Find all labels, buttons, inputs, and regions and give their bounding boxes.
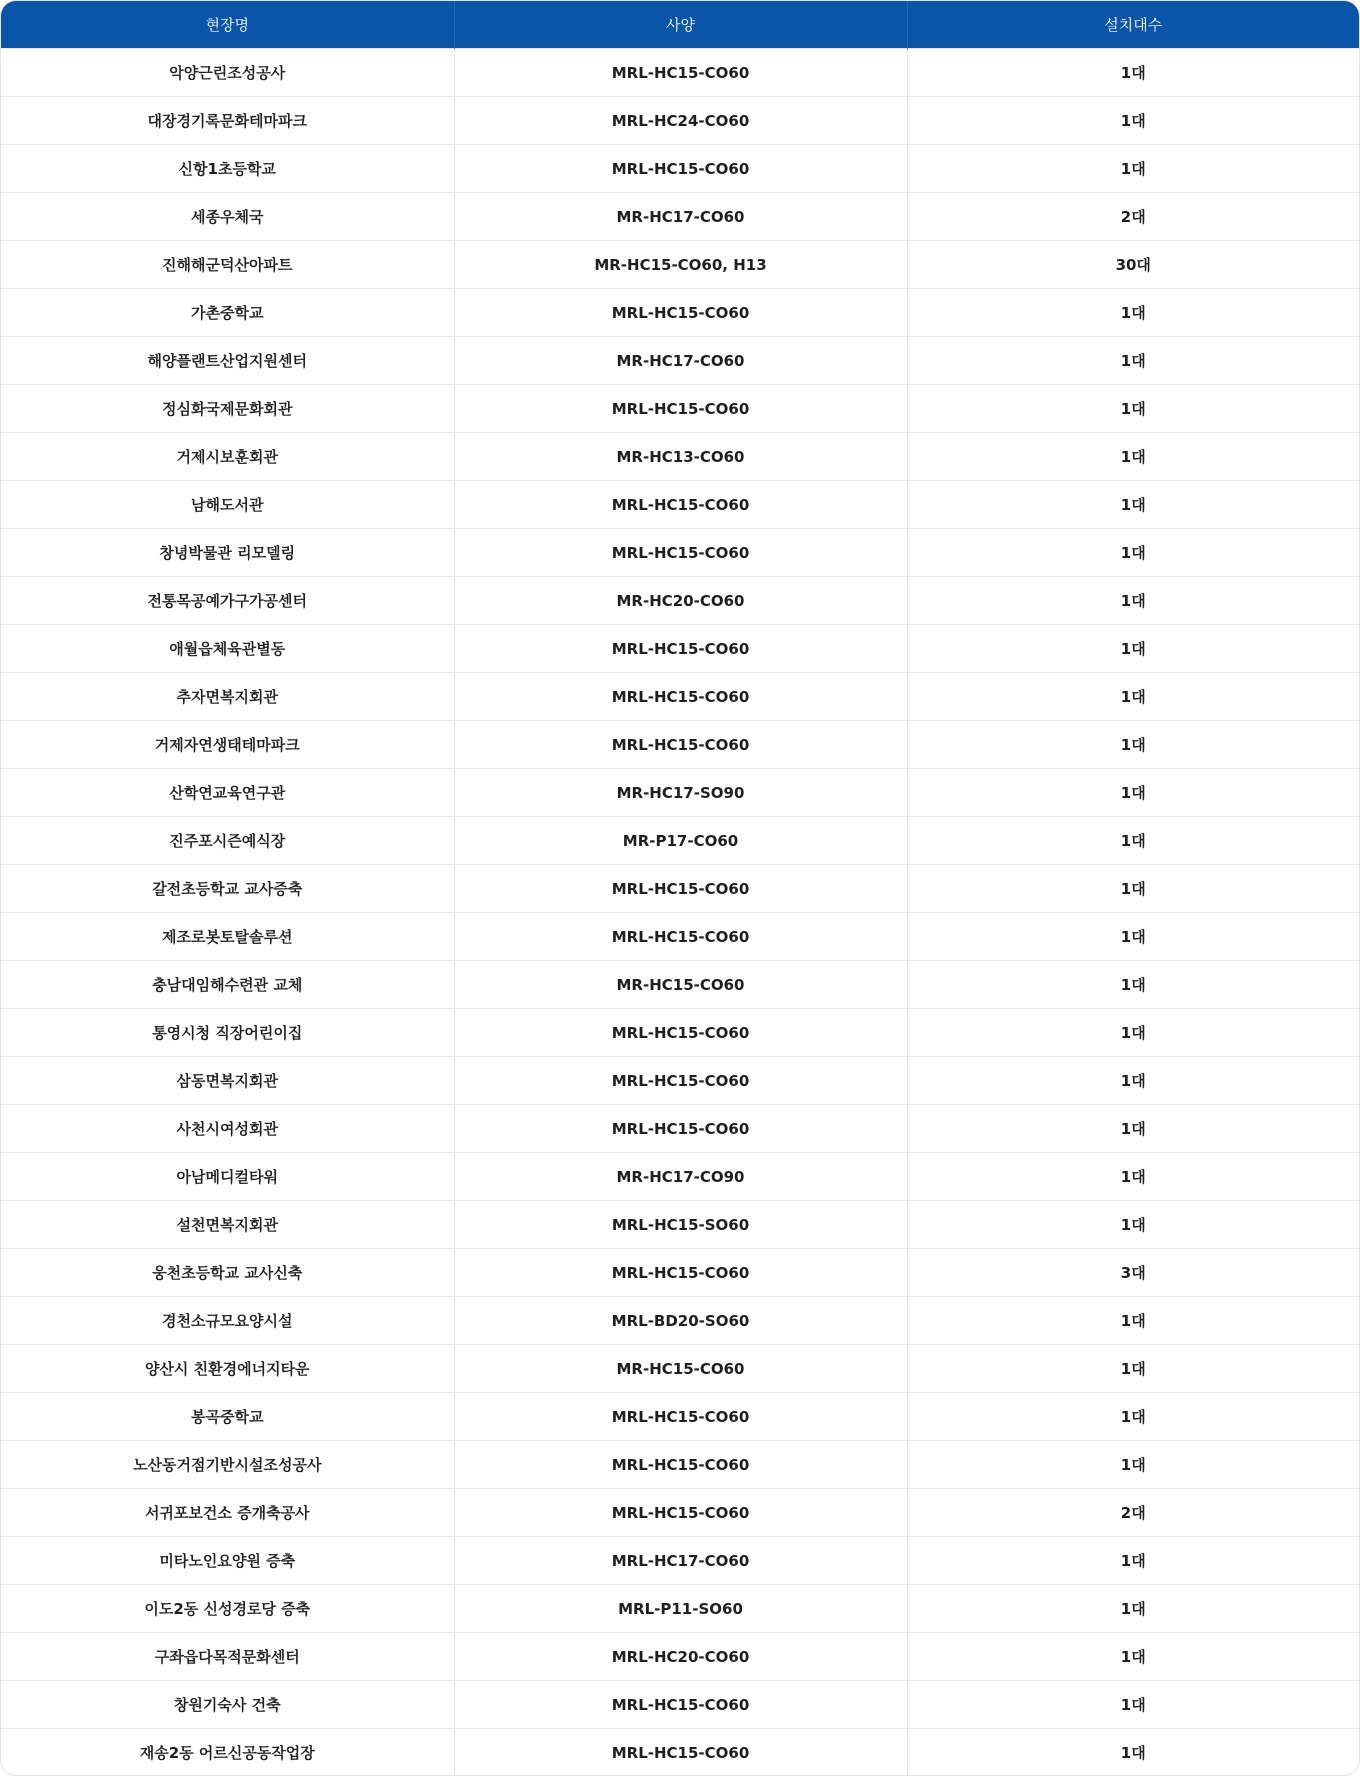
site-name-cell: 미타노인요양원 증축 — [1, 1537, 454, 1585]
site-name-cell: 갈전초등학교 교사증축 — [1, 865, 454, 913]
table-row — [1, 1681, 1359, 1729]
site-name-cell: 봉곡중학교 — [1, 1393, 454, 1441]
install-count-cell: 1대 — [907, 1441, 1359, 1489]
table-row — [1, 49, 1359, 97]
install-count-cell: 1대 — [907, 385, 1359, 433]
table-row — [1, 673, 1359, 721]
table-row — [1, 913, 1359, 961]
install-count-cell: 1대 — [907, 1537, 1359, 1585]
site-name-cell: 대장경기록문화테마파크 — [1, 97, 454, 145]
specification-cell: MRL-HC20-CO60 — [454, 1633, 907, 1681]
specification-cell: MRL-P11-SO60 — [454, 1585, 907, 1633]
install-count-cell: 1대 — [907, 433, 1359, 481]
table-row — [1, 817, 1359, 865]
table-row — [1, 1633, 1359, 1681]
install-count-cell: 1대 — [907, 1729, 1359, 1776]
header-row — [1, 1, 1359, 49]
table-row — [1, 1249, 1359, 1297]
site-name-cell: 설천면복지회관 — [1, 1201, 454, 1249]
site-name-cell: 신항1초등학교 — [1, 145, 454, 193]
table-row — [1, 1297, 1359, 1345]
specification-cell: MRL-HC15-CO60 — [454, 1729, 907, 1776]
specification-cell: MR-HC13-CO60 — [454, 433, 907, 481]
specification-cell: MRL-BD20-SO60 — [454, 1297, 907, 1345]
site-name-cell: 이도2동 신성경로당 증축 — [1, 1585, 454, 1633]
install-count-cell: 1대 — [907, 1057, 1359, 1105]
site-name-cell: 산학연교육연구관 — [1, 769, 454, 817]
site-name-cell: 진해해군덕산아파트 — [1, 241, 454, 289]
table-row — [1, 1537, 1359, 1585]
specification-cell: MR-HC17-CO60 — [454, 193, 907, 241]
table-header — [1, 1, 1359, 49]
specification-cell: MR-HC17-CO90 — [454, 1153, 907, 1201]
specification-cell: MRL-HC15-CO60 — [454, 673, 907, 721]
specification-cell: MR-P17-CO60 — [454, 817, 907, 865]
site-name-cell: 웅천초등학교 교사신축 — [1, 1249, 454, 1297]
table-row — [1, 1201, 1359, 1249]
install-count-cell: 1대 — [907, 1345, 1359, 1393]
install-count-cell: 1대 — [907, 529, 1359, 577]
header-install-count: 설치대수 — [1104, 16, 1163, 34]
install-count-cell: 1대 — [907, 673, 1359, 721]
specification-cell: MRL-HC15-SO60 — [454, 1201, 907, 1249]
install-count-cell: 30대 — [907, 241, 1359, 289]
specification-cell: MRL-HC15-CO60 — [454, 385, 907, 433]
install-count-cell: 1대 — [907, 913, 1359, 961]
specification-cell: MRL-HC15-CO60 — [454, 1249, 907, 1297]
site-name-cell: 가촌중학교 — [1, 289, 454, 337]
install-count-cell: 1대 — [907, 1393, 1359, 1441]
table-row — [1, 145, 1359, 193]
install-count-cell: 1대 — [907, 1105, 1359, 1153]
specification-cell: MR-HC15-CO60 — [454, 961, 907, 1009]
table-row — [1, 1009, 1359, 1057]
specification-cell: MRL-HC15-CO60 — [454, 1681, 907, 1729]
site-name-cell: 남해도서관 — [1, 481, 454, 529]
table-row — [1, 481, 1359, 529]
table-body — [1, 49, 1359, 1776]
site-name-cell: 서귀포보건소 증개축공사 — [1, 1489, 454, 1537]
install-count-cell: 1대 — [907, 481, 1359, 529]
specification-cell: MRL-HC15-CO60 — [454, 625, 907, 673]
site-name-cell: 사천시여성회관 — [1, 1105, 454, 1153]
specification-cell: MRL-HC15-CO60 — [454, 289, 907, 337]
table-row — [1, 1585, 1359, 1633]
install-count-cell: 1대 — [907, 625, 1359, 673]
specification-cell: MR-HC20-CO60 — [454, 577, 907, 625]
table-row — [1, 721, 1359, 769]
site-name-cell: 거제시보훈회관 — [1, 433, 454, 481]
specification-cell: MRL-HC15-CO60 — [454, 1105, 907, 1153]
site-name-cell: 창녕박물관 리모델링 — [1, 529, 454, 577]
table-row — [1, 577, 1359, 625]
header-specification: 사양 — [454, 1, 907, 49]
install-count-cell: 1대 — [907, 1681, 1359, 1729]
install-count-cell: 1대 — [907, 1297, 1359, 1345]
table-row — [1, 97, 1359, 145]
table-row — [1, 337, 1359, 385]
site-name-cell: 재송2동 어르신공동작업장 — [1, 1729, 454, 1776]
install-count-cell: 1대 — [907, 1009, 1359, 1057]
install-count-cell: 1대 — [907, 337, 1359, 385]
table-row — [1, 241, 1359, 289]
install-count-cell: 1대 — [907, 817, 1359, 865]
install-count-cell: 1대 — [907, 1585, 1359, 1633]
site-name-cell: 창원기숙사 건축 — [1, 1681, 454, 1729]
table-row — [1, 625, 1359, 673]
table-row — [1, 1441, 1359, 1489]
specification-cell: MR-HC15-CO60 — [454, 1345, 907, 1393]
table-row — [1, 1057, 1359, 1105]
site-name-cell: 애월읍체육관별동 — [1, 625, 454, 673]
table-row — [1, 1489, 1359, 1537]
table-row — [1, 865, 1359, 913]
table-row — [1, 1393, 1359, 1441]
install-count-cell: 3대 — [907, 1249, 1359, 1297]
site-name-cell: 구좌읍다목적문화센터 — [1, 1633, 454, 1681]
specification-cell: MRL-HC15-CO60 — [454, 481, 907, 529]
site-name-cell: 해양플랜트산업지원센터 — [1, 337, 454, 385]
specification-cell: MR-HC15-CO60, H13 — [454, 241, 907, 289]
install-count-cell: 1대 — [907, 865, 1359, 913]
install-count-cell: 1대 — [907, 1153, 1359, 1201]
site-name-cell: 아남메디컬타워 — [1, 1153, 454, 1201]
specification-cell: MRL-HC15-CO60 — [454, 529, 907, 577]
install-count-cell: 1대 — [907, 1201, 1359, 1249]
install-count-cell: 1대 — [907, 577, 1359, 625]
table-row — [1, 1105, 1359, 1153]
specification-cell: MRL-HC15-CO60 — [454, 1009, 907, 1057]
specification-cell: MRL-HC15-CO60 — [454, 1489, 907, 1537]
install-count-cell: 1대 — [907, 721, 1359, 769]
site-name-cell: 진주포시즌예식장 — [1, 817, 454, 865]
site-name-cell: 추자면복지회관 — [1, 673, 454, 721]
specification-cell: MRL-HC15-CO60 — [454, 865, 907, 913]
site-name-cell: 노산동거점기반시설조성공사 — [1, 1441, 454, 1489]
install-count-cell: 1대 — [907, 289, 1359, 337]
site-name-cell: 통영시청 직장어린이집 — [1, 1009, 454, 1057]
site-name-cell: 제조로봇토탈솔루션 — [1, 913, 454, 961]
specification-cell: MRL-HC15-CO60 — [454, 49, 907, 97]
table-row — [1, 769, 1359, 817]
site-name-cell: 정심화국제문화회관 — [1, 385, 454, 433]
table-row — [1, 193, 1359, 241]
table-row — [1, 1345, 1359, 1393]
specification-cell: MRL-HC15-CO60 — [454, 1441, 907, 1489]
table-row — [1, 385, 1359, 433]
specification-cell: MRL-HC15-CO60 — [454, 145, 907, 193]
table-row — [1, 1153, 1359, 1201]
site-name-cell: 양산시 친환경에너지타운 — [1, 1345, 454, 1393]
specification-cell: MRL-HC15-CO60 — [454, 721, 907, 769]
site-name-cell: 삼동면복지회관 — [1, 1057, 454, 1105]
install-count-cell: 1대 — [907, 1633, 1359, 1681]
install-count-cell: 2대 — [907, 193, 1359, 241]
install-count-cell: 1대 — [907, 49, 1359, 97]
table-row — [1, 433, 1359, 481]
table-row — [1, 961, 1359, 1009]
site-name-cell: 전통목공예가구가공센터 — [1, 577, 454, 625]
table-row — [1, 1729, 1359, 1776]
site-name-cell: 충남대임해수련관 교체 — [1, 961, 454, 1009]
site-name-cell: 경천소규모요양시설 — [1, 1297, 454, 1345]
specification-cell: MRL-HC15-CO60 — [454, 1057, 907, 1105]
install-count-cell: 1대 — [907, 961, 1359, 1009]
site-name-cell: 세종우체국 — [1, 193, 454, 241]
install-count-cell: 1대 — [907, 97, 1359, 145]
install-count-cell: 1대 — [907, 145, 1359, 193]
site-name-cell: 악양근린조성공사 — [1, 49, 454, 97]
header-site-name: 현장명 — [1, 1, 454, 49]
specification-cell: MRL-HC17-CO60 — [454, 1537, 907, 1585]
specification-cell: MR-HC17-SO90 — [454, 769, 907, 817]
specification-cell: MR-HC17-CO60 — [454, 337, 907, 385]
installation-table — [1, 1, 1359, 1776]
specification-cell: MRL-HC24-CO60 — [454, 97, 907, 145]
specification-cell: MRL-HC15-CO60 — [454, 913, 907, 961]
site-name-cell: 거제자연생태테마파크 — [1, 721, 454, 769]
specification-cell: MRL-HC15-CO60 — [454, 1393, 907, 1441]
table-row — [1, 289, 1359, 337]
install-count-cell: 2대 — [907, 1489, 1359, 1537]
install-count-cell: 1대 — [907, 769, 1359, 817]
table-row — [1, 529, 1359, 577]
